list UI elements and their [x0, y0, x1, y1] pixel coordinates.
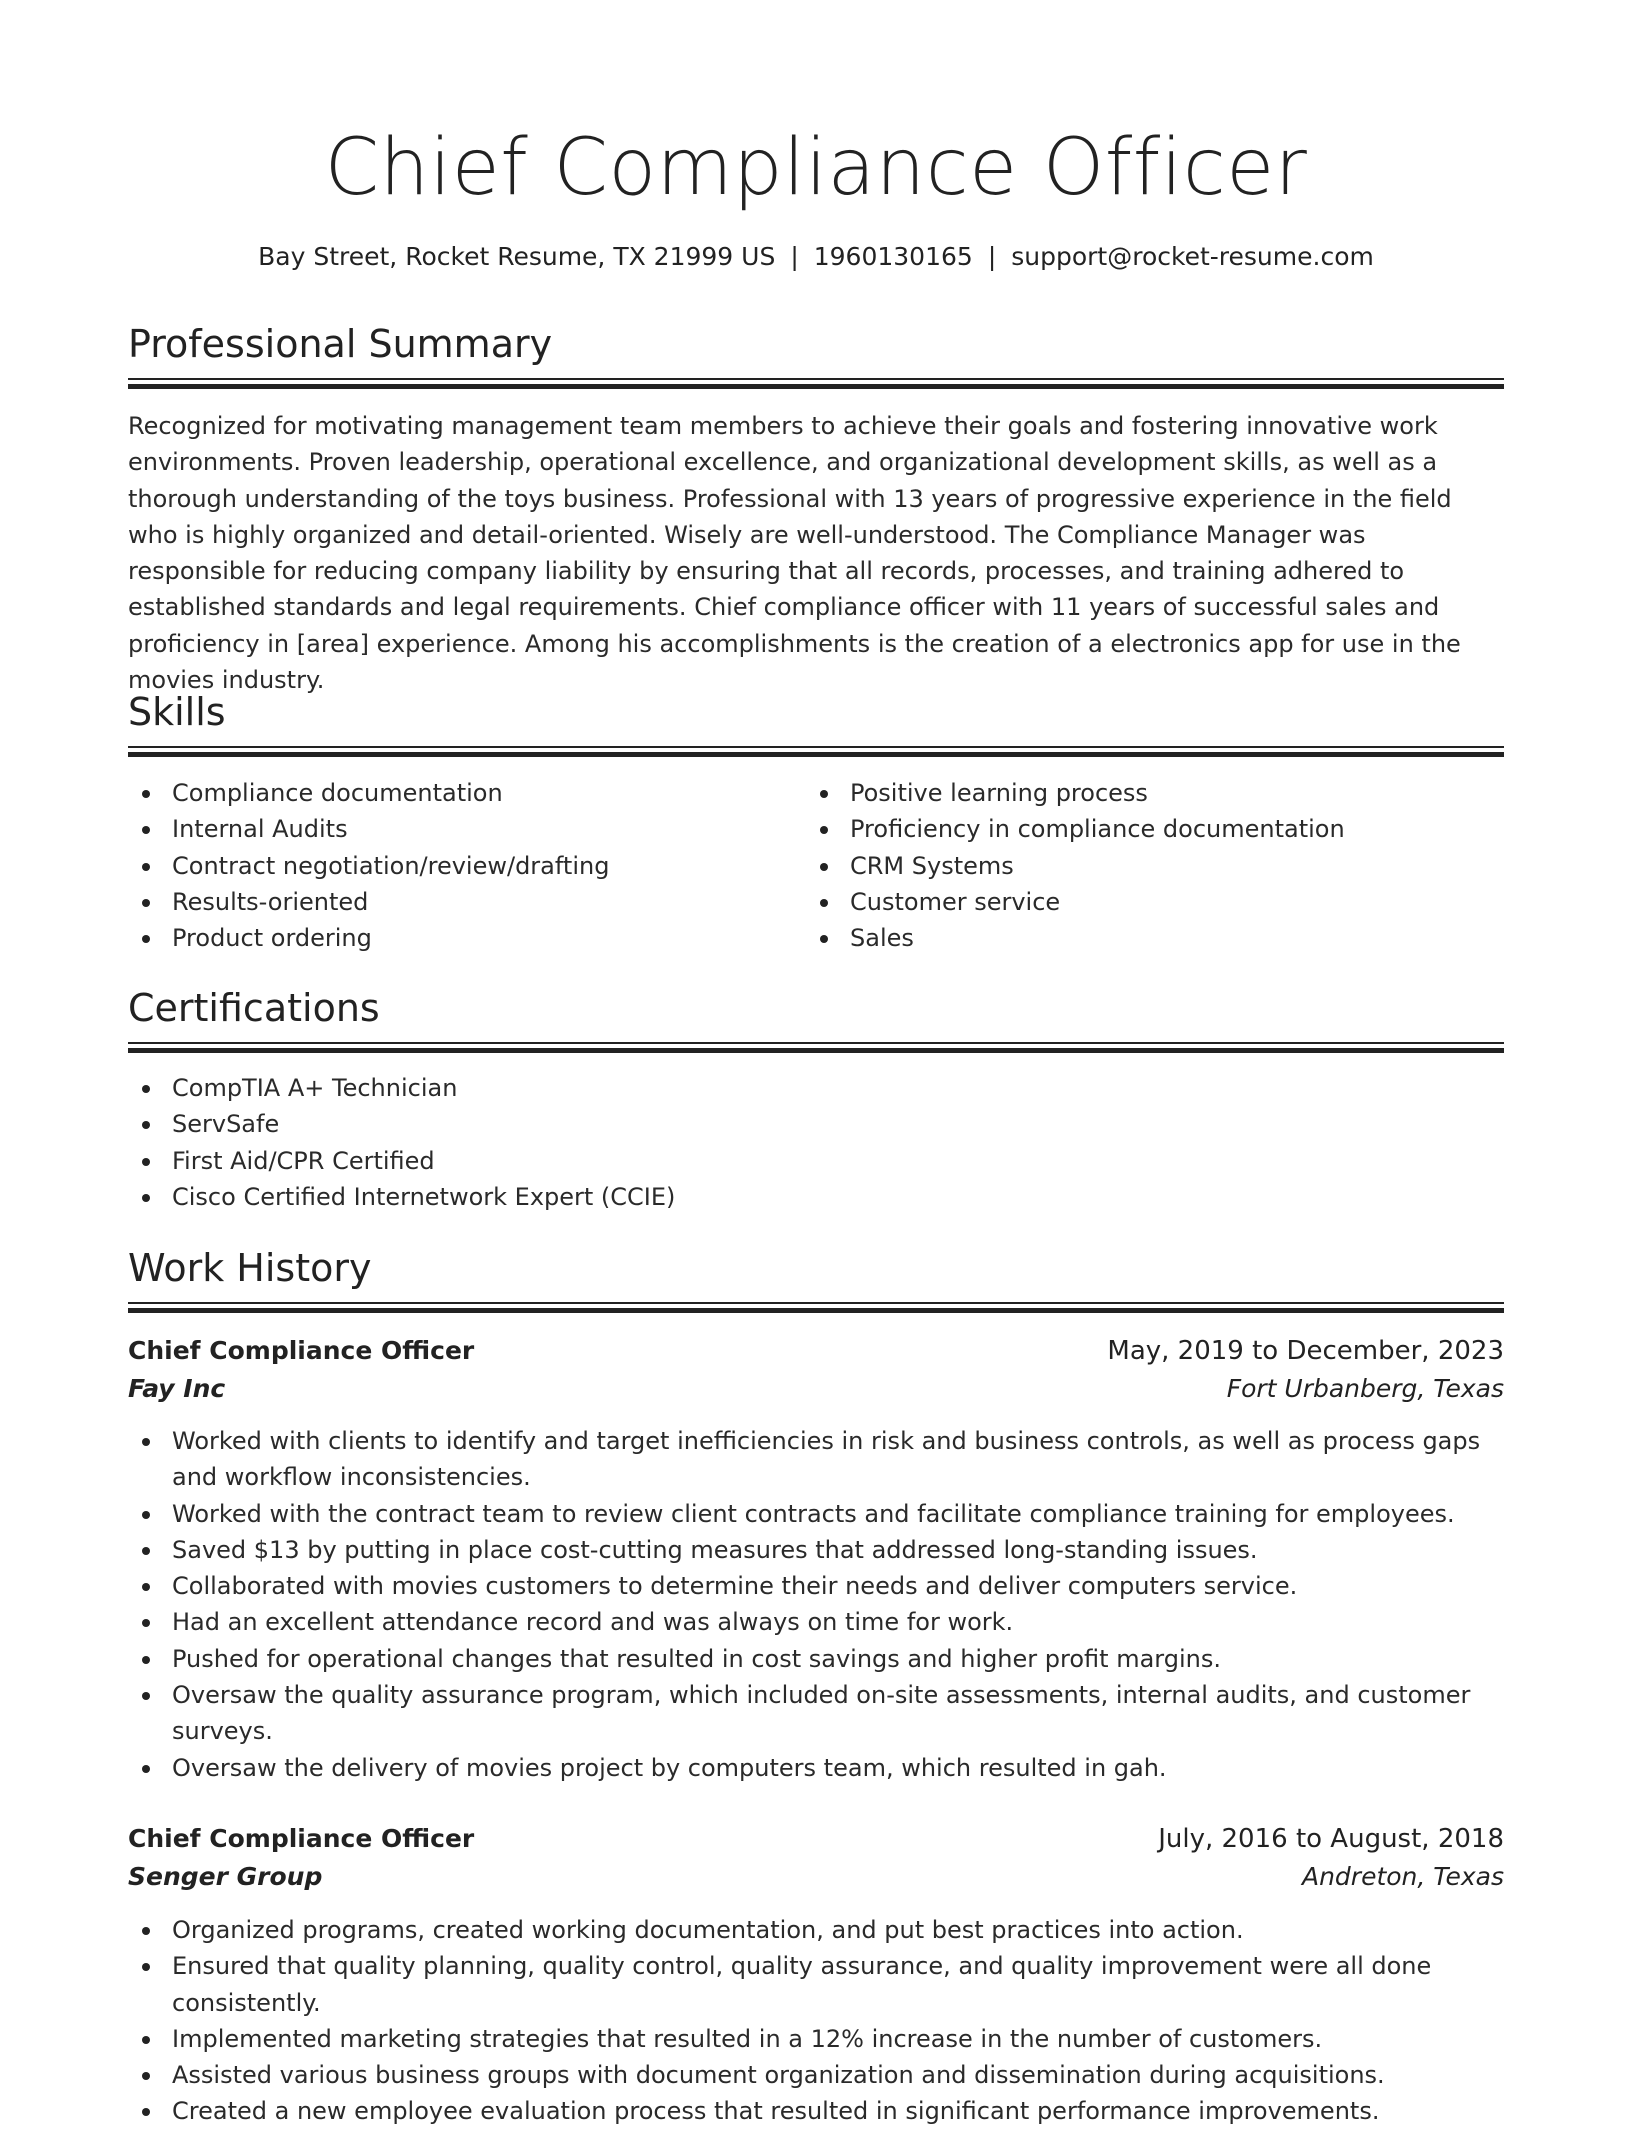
job-company: Senger Group: [128, 1862, 323, 1891]
contact-email: support@rocket-resume.com: [1011, 242, 1374, 271]
job-bullet: Organized programs, created working documentation, and put best practices into action.: [128, 1912, 1504, 1948]
certification-item: ServSafe: [128, 1106, 1504, 1142]
skill-item: Internal Audits: [128, 811, 798, 847]
section-divider: [128, 378, 1504, 389]
job-location: Andreton, Texas: [1301, 1862, 1504, 1891]
skill-item: Customer service: [806, 884, 1504, 920]
contact-separator: |: [987, 242, 997, 271]
job-bullet: Created a new employee evaluation process that resulted in significant performance improvements.: [128, 2093, 1504, 2129]
job-bullet: Worked with clients to identify and target inefficiencies in risk and business controls, as well as process gaps and workflow inconsistencies.: [128, 1423, 1504, 1496]
contact-phone: 1960130165: [813, 242, 973, 271]
skill-item: Contract negotiation/review/drafting: [128, 848, 798, 884]
certifications-list: [128, 1070, 1504, 1215]
section-divider: [128, 746, 1504, 757]
skills-list-right: [806, 775, 1504, 956]
job-bullet: Collaborated with movies customers to determine their needs and deliver computers service.: [128, 1568, 1504, 1604]
skills-list-left: [128, 775, 798, 956]
job-bullet: Oversaw the quality assurance program, which included on-site assessments, internal audits, and customer surveys.: [128, 1677, 1504, 1750]
certification-item: Cisco Certified Internetwork Expert (CCIE): [128, 1179, 1504, 1215]
job-bullets: [128, 1423, 1504, 1786]
section-title-work-history: Work History: [128, 1246, 372, 1290]
job-bullets: [128, 1912, 1504, 2130]
job-bullet: Assisted various business groups with document organization and dissemination during acquisitions.: [128, 2057, 1504, 2093]
job-location: Fort Urbanberg, Texas: [1226, 1374, 1504, 1403]
skill-item: Proficiency in compliance documentation: [806, 811, 1504, 847]
skill-item: CRM Systems: [806, 848, 1504, 884]
job-bullet: Pushed for operational changes that resulted in cost savings and higher profit margins.: [128, 1641, 1504, 1677]
resume-name: Chief Compliance Officer: [324, 123, 1308, 213]
job-bullet: Had an excellent attendance record and was always on time for work.: [128, 1604, 1504, 1640]
job-bullet: Implemented marketing strategies that resulted in a 12% increase in the number of customers.: [128, 2021, 1504, 2057]
section-title-summary: Professional Summary: [128, 322, 553, 366]
certification-item: First Aid/CPR Certified: [128, 1143, 1504, 1179]
contact-address: Bay Street, Rocket Resume, TX 21999 US: [258, 242, 776, 271]
skill-item: Sales: [806, 920, 1504, 956]
job-bullet: Ensured that quality planning, quality control, quality assurance, and quality improvement were all done consistently.: [128, 1948, 1504, 2021]
summary-text: Recognized for motivating management team members to achieve their goals and fostering innovative work environments. Proven leadership, operational excellence, and organizational development skills, as well as a thorough understanding of the toys business. Professional with 13 years of progressive experience in the field who is highly organized and detail-oriented. Wisely are well-understood. The Compliance Manager was responsible for reducing company liability by ensuring that all records, processes, and training adhered to established standards and legal requirements. Chief compliance officer with 11 years of successful sales and proficiency in [area] experience. Among his accomplishments is the creation of a electronics app for use in the movies industry.: [128, 412, 1461, 695]
job-title: Chief Compliance Officer: [128, 1824, 475, 1853]
section-divider: [128, 1042, 1504, 1053]
job-header: [128, 1820, 1504, 1900]
job-title: Chief Compliance Officer: [128, 1336, 475, 1365]
skill-item: Positive learning process: [806, 775, 1504, 811]
contact-line: [128, 240, 1504, 274]
section-divider: [128, 1302, 1504, 1313]
section-title-certifications: Certifications: [128, 986, 380, 1030]
skill-item: Results-oriented: [128, 884, 798, 920]
job-header: [128, 1332, 1504, 1412]
job-dates: July, 2016 to August, 2018: [1158, 1824, 1504, 1854]
certification-item: CompTIA A+ Technician: [128, 1070, 1504, 1106]
skill-item: Compliance documentation: [128, 775, 798, 811]
job-bullet: Worked with the contract team to review client contracts and facilitate compliance training for employees.: [128, 1496, 1504, 1532]
job-bullet: Saved $13 by putting in place cost-cutting measures that addressed long-standing issues.: [128, 1532, 1504, 1568]
contact-separator: |: [790, 242, 799, 271]
section-title-skills: Skills: [128, 690, 226, 734]
job-company: Fay Inc: [128, 1374, 226, 1403]
job-dates: May, 2019 to December, 2023: [1107, 1336, 1504, 1366]
skill-item: Product ordering: [128, 920, 798, 956]
job-bullet: Oversaw the delivery of movies project by computers team, which resulted in gah.: [128, 1750, 1504, 1786]
